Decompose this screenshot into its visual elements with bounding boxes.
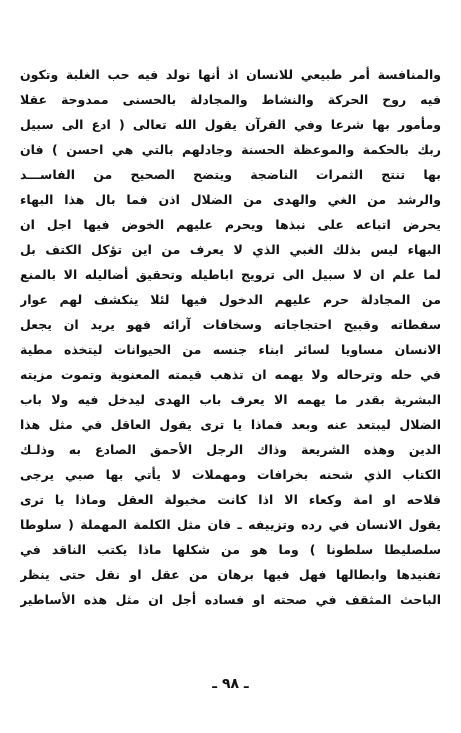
text-line: سلصليطا سلطونا ) وما هو من شكلها ماذا يكتب الناقد في [20, 542, 441, 557]
text-line: ومأمور بها شرعا وفي القرآن يقول الله تعالى ( ادع الى سبيل [20, 117, 441, 132]
text-line: تفنيدها وابطالها فهل فيها برهان من عقل او نقل حتى ينظر [20, 567, 441, 582]
text-line: الانسان مساويا لسائر ابناء جنسه من الحيوانات ليتخذه مطية [20, 342, 441, 357]
text-line: سفطاته وقبيح احتجاجاته وسخافات آرائه فهو يريد ان يجعل [20, 317, 441, 332]
text-line: البهاء ليس بذلك الغبي الذي لا يعرف من اين تؤكل الكتف بل [20, 242, 441, 257]
text-line: والمنافسة أمر طبيعي للانسان اذ أنها تولد فيه حب الغلبة وتكون [20, 67, 441, 82]
body-text [20, 62, 441, 612]
text-line: يحرض اتباعه على نبذها ويحرم عليهم الخوض فيها اجل ان [20, 217, 441, 232]
text-line: لما علم ان لا سبيل الى ترويج اباطيله وتحقيق أضاليله الا بالمنع [20, 267, 441, 282]
text-line: البشرية بقدر ما يهمه الا يعرف باب الهدى ليدخل فيه ولا باب [20, 392, 441, 407]
text-line: بها تنتج الثمرات الناضجة ويتضح الصحيح من الفاســـد [20, 167, 441, 182]
text-line: من المجادلة حرم عليهم الدخول فيها لئلا ينكشف لهم عوار [20, 292, 441, 307]
document-page [20, 62, 441, 692]
text-line: فلاحه او امة وكعاء الا اذا كانت مخبولة العقل وماذا يا ترى [20, 492, 441, 507]
text-line: الضلال ليبتعد عنه وبعد فماذا يا ترى يقول العاقل في مثل هذا [20, 417, 441, 432]
text-line: في حله وترحاله ولا يهمه ان تذهب قيمته المعنوية وتموت مزيته [20, 367, 441, 382]
text-line: الدين وهذه الشريعة وذاك الرجل الأحمق الصادع به وذلـك [20, 442, 441, 457]
text-line: يقول الانسان في رده وتزييفه ـ فان مثل الكلمة المهملة ( سلوطا [20, 517, 441, 532]
text-line: فيه روح الحركة والنشاط والمجادلة بالحسنى ممدوحة عقلا [20, 92, 441, 107]
text-line: الكتاب الذي شحنه بخرافات ومهملات لا يأتي بها صبي يرجى [20, 467, 441, 482]
text-line: والرشد من الغي والهدى من الضلال اذن فما بال هذا البهاء [20, 192, 441, 207]
text-line: الباحث المثقف في صحته او فساده أجل ان مثل هذه الأساطير [20, 592, 441, 607]
page-number: ـ ٩٨ ـ [212, 676, 249, 692]
text-line: ربك بالحكمة والموعظة الحسنة وجادلهم بالتي هي احسن ) فان [20, 142, 441, 157]
